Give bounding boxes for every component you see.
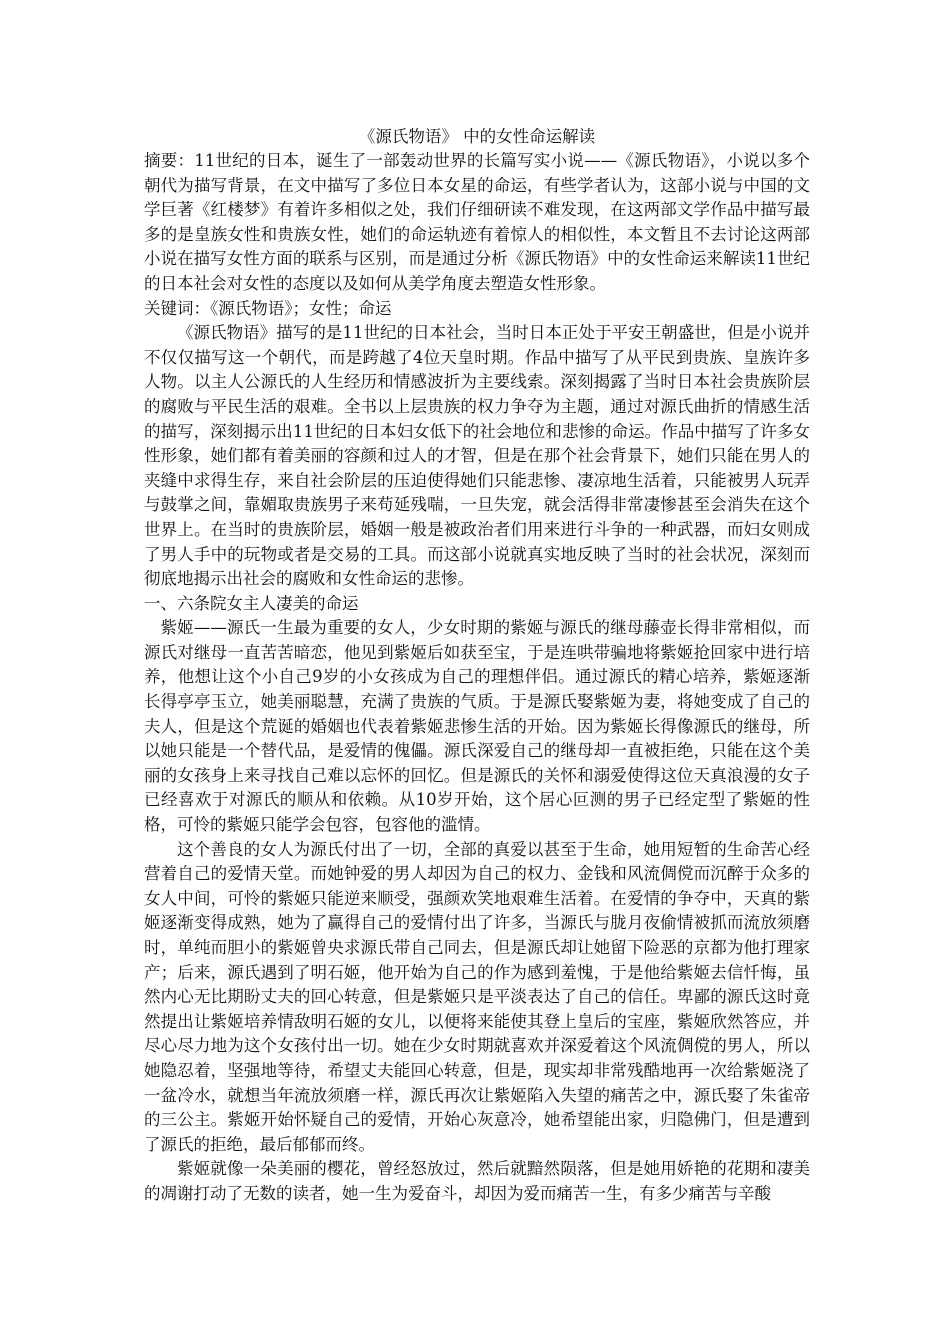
section-paragraph-2: 这个善良的女人为源氏付出了一切，全部的真爱以甚至于生命，她用短暂的生命苦心经营着自己的爱情天堂。而她钟爱的男人却因为自己的权力、金钱和风流倜傥而沉醉于众多的女人中间，可怜的紫姬只能逆来顺受，强颜欢笑地艰难生活着。在爱情的争夺中，天真的紫姬逐渐变得成熟，她为了赢得自己的爱情付出了许多，当源氏与胧月夜偷情被抓而流放须磨时，单纯而胆小的紫姬曾央求源氏带自己同去，但是源氏却让她留下险恶的京都为他打理家产；后来，源氏遇到了明石姬，他开始为自己的作为感到羞愧，于是他给紫姬去信忏悔，虽然内心无比期盼丈夫的回心转意，但是紫姬只是平淡表达了自己的信任。卑鄙的源氏这时竟然提出让紫姬培养情敌明石姬的女儿，以便将来能使其登上皇后的宝座，紫姬欣然答应，并尽心尽力地为这个女孩付出一切。她在少女时期就喜欢并深爱着这个风流倜傥的男人，所以她隐忍着，坚强地等待，希望丈夫能回心转意，但是，现实却非常残酷地再一次给紫姬浇了一盆冷水，就想当年流放须磨一样，源氏再次让紫姬陷入失望的痛苦之中，源氏娶了朱雀帝的三公主。紫姬开始怀疑自己的爱情，开始心灰意冷，她希望能出家，归隐佛门，但是遭到了源氏的拒绝，最后郁郁而终。 <box>144 839 810 1154</box>
section-paragraph-1: 紫姬——源氏一生最为重要的女人，少女时期的紫姬与源氏的继母藤壶长得非常相似，而源氏对继母一直苦苦暗恋，他见到紫姬后如获至宝，于是连哄带骗地将紫姬抢回家中进行培养，他想让这个小自己9岁的小女孩成为自己的理想伴侣。通过源氏的精心培养，紫姬逐渐长得亭亭玉立，她美丽聪慧，充满了贵族的气质。于是源氏娶紫姬为妻，将她变成了自己的夫人，但是这个荒诞的婚姻也代表着紫姬悲惨生活的开始。因为紫姬长得像源氏的继母，所以她只能是一个替代品，是爱情的傀儡。源氏深爱自己的继母却一直被拒绝，只能在这个美丽的女孩身上来寻找自己难以忘怀的回忆。但是源氏的关怀和溺爱使得这位天真浪漫的女子已经喜欢于对源氏的顺从和依赖。从10岁开始，这个居心叵测的男子已经定型了紫姬的性格，可怜的紫姬只能学会包容，包容他的滥情。 <box>144 618 810 835</box>
document-page <box>144 124 810 1207</box>
keywords-line: 关键词：《源氏物语》；女性；命运 <box>144 298 392 318</box>
section-paragraph-3: 紫姬就像一朵美丽的樱花，曾经怒放过，然后就黯然陨落，但是她用娇艳的花期和凄美的凋谢打动了无数的读者，她一生为爱奋斗，却因为爱而痛苦一生，有多少痛苦与辛酸 <box>144 1159 810 1203</box>
intro-paragraph: 《源氏物语》描写的是11世纪的日本社会，当时日本正处于平安王朝盛世，但是小说并不仅仅描写这一个朝代，而是跨越了4位天皇时期。作品中描写了从平民到贵族、皇族许多人物。以主人公源氏的人生经历和情感波折为主要线索。深刻揭露了当时日本社会贵族阶层的腐败与平民生活的艰难。全书以上层贵族的权力争夺为主题，通过对源氏曲折的情感生活的描写，深刻揭示出11世纪的日本妇女低下的社会地位和悲惨的命运。作品中描写了许多女性形象，她们都有着美丽的容颜和过人的才智，但是在那个社会背景下，她们只能在男人的夹缝中求得生存，来自社会阶层的压迫使得她们只能悲惨、凄凉地生活着，只能被男人玩弄与鼓掌之间，靠媚取贵族男子来苟延残喘，一旦失宠，就会活得非常凄惨甚至会消失在这个世界上。在当时的贵族阶层，婚姻一般是被政治者们用来进行斗争的一种武器，而妇女则成了男人手中的玩物或者是交易的工具。而这部小说就真实地反映了当时的社会状况，深刻而彻底地揭示出社会的腐败和女性命运的悲惨。 <box>144 323 810 589</box>
document-title: 《源氏物语》 中的女性命运解读 <box>358 127 596 146</box>
section-heading: 一、六条院女主人凄美的命运 <box>144 593 359 613</box>
abstract-paragraph: 摘要：11世纪的日本，诞生了一部轰动世界的长篇写实小说——《源氏物语》，小说以多个朝代为描写背景，在文中描写了多位日本女星的命运，有些学者认为，这部小说与中国的文学巨著《红楼梦》有着许多相似之处，我们仔细研读不难发现，在这两部文学作品中描写最多的是皇族女性和贵族女性，她们的命运轨迹有着惊人的相似性，本文暂且不去讨论这两部小说在描写女性方面的联系与区别，而是通过分析《源氏物语》中的女性命运来解读11世纪的日本社会对女性的态度以及如何从美学角度去塑造女性形象。 <box>144 151 810 293</box>
